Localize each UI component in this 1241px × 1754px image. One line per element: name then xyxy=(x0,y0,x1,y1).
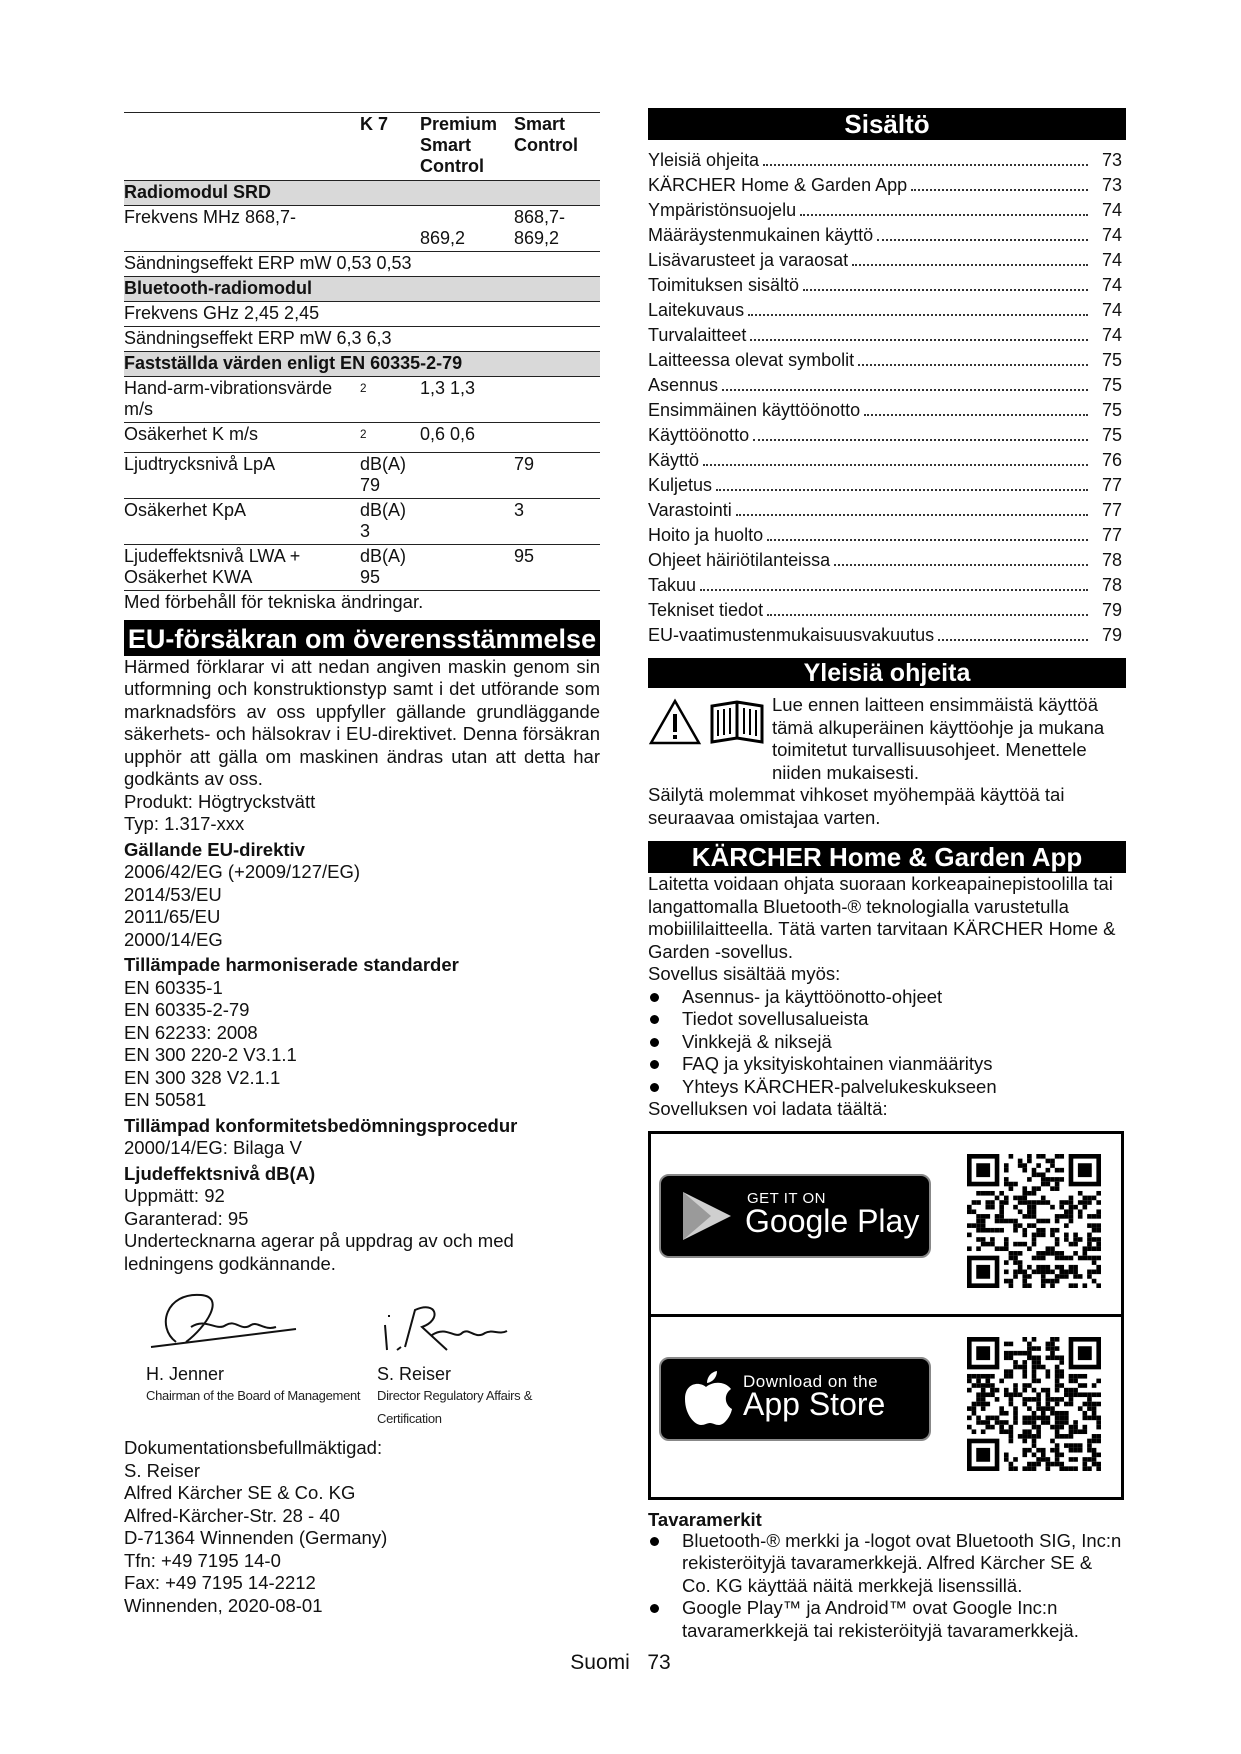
toc-item[interactable] xyxy=(648,148,1126,173)
table-header-k7: K 7 xyxy=(360,113,420,181)
toc-item-page: 79 xyxy=(1101,600,1122,620)
manual-book-icon xyxy=(708,698,766,746)
toc-leader xyxy=(800,214,1088,216)
warning-icons xyxy=(648,698,766,784)
toc-leader xyxy=(703,464,1088,466)
toc-leader xyxy=(736,514,1088,516)
cell: Frekvens MHz 868,7- xyxy=(124,206,360,252)
eu-standards-title: Tillämpade harmoniserade standarder xyxy=(124,954,459,975)
apple-icon xyxy=(679,1369,733,1429)
eu-product: Produkt: Högtryckstvätt xyxy=(124,790,316,812)
toc-item-title: Ympäristönsuojelu xyxy=(648,200,797,220)
eu-directives-title: Gällande EU-direktiv xyxy=(124,838,305,860)
toc-item[interactable] xyxy=(648,323,1126,348)
section-label: Fastställda värden enligt EN 60335-2-79 xyxy=(124,352,600,377)
app-store-small-text: Download on the xyxy=(743,1371,879,1391)
toc-item[interactable] xyxy=(648,523,1126,548)
toc-item-title: Yleisiä ohjeita xyxy=(648,150,760,170)
toc-item-title: Toimituksen sisältö xyxy=(648,275,800,295)
list-item: FAQ ja yksityiskohtainen vianmääritys xyxy=(648,1053,1126,1076)
cell: 3 xyxy=(514,499,600,545)
app-download: Sovelluksen voi ladata täältä: xyxy=(648,1098,888,1119)
toc-item-page: 74 xyxy=(1101,325,1122,345)
toc-leader xyxy=(750,339,1088,341)
warning-text: Lue ennen laitteen ensimmäistä käyttöä tämä alkuperäinen käyttöohje ja mukana toimitetut turvallisuusohjeet. Menettele niiden mukaisesti. xyxy=(772,694,1105,783)
toc-item-page: 74 xyxy=(1101,200,1122,220)
table-row xyxy=(124,423,600,453)
google-play-small-text: GET IT ON xyxy=(747,1189,826,1207)
eu-guaranteed: Garanterad: 95 xyxy=(124,1207,249,1229)
toc-item[interactable] xyxy=(648,373,1126,398)
page-footer xyxy=(0,1651,1241,1675)
app-feature-list xyxy=(648,986,1126,1099)
eu-signing-note: Undertecknarna agerar på uppdrag av och med ledningens godkännande. xyxy=(124,1230,514,1274)
section-label: Bluetooth-radiomodul xyxy=(124,277,600,302)
toc-leader xyxy=(858,364,1088,366)
toc-item-title: Ensimmäinen käyttöönotto xyxy=(648,400,861,420)
toc-item-title: Lisävarusteet ja varaosat xyxy=(648,250,849,270)
toc-leader xyxy=(700,589,1088,591)
google-play-qr-code xyxy=(967,1154,1101,1288)
toc-leader xyxy=(803,289,1088,291)
toc-item-page: 77 xyxy=(1101,475,1122,495)
cell: Ljudtrycksnivå LpA xyxy=(124,453,360,499)
list-item: Bluetooth-® merkki ja -logot ovat Bluetooth SIG, Inc:n rekisteröityjä tavaramerkkejä. Alfred Kärcher SE & Co. KG käyttää näitä merkkejä lisenssillä. xyxy=(648,1530,1126,1598)
eu-directive: 2000/14/EG xyxy=(124,928,223,950)
signature-jenner-image xyxy=(146,1287,316,1357)
contact-line: Alfred-Kärcher-Str. 28 - 40 xyxy=(124,1504,340,1526)
table-row xyxy=(124,545,600,591)
app-heading: KÄRCHER Home & Garden App xyxy=(648,841,1126,873)
toc-item-page: 75 xyxy=(1101,425,1122,445)
toc-leader xyxy=(852,264,1088,266)
eu-procedure-title: Tillämpad konformitetsbedömningsprocedur xyxy=(124,1114,518,1136)
store-box xyxy=(648,1131,1124,1500)
google-play-large-text: Google Play xyxy=(745,1202,920,1239)
cell xyxy=(514,423,600,453)
cell: 1,3 1,3 xyxy=(420,377,514,423)
toc-item-page: 77 xyxy=(1101,525,1122,545)
signer1-name: H. Jenner xyxy=(146,1363,225,1384)
toc-item-page: 74 xyxy=(1101,225,1122,245)
toc-item-title: Ohjeet häiriötilanteissa xyxy=(648,550,831,570)
list-item: Yhteys KÄRCHER-palvelukeskukseen xyxy=(648,1076,1126,1099)
google-play-badge[interactable] xyxy=(659,1174,931,1258)
toc-item[interactable] xyxy=(648,248,1126,273)
warning-triangle-icon xyxy=(648,698,702,746)
eu-directive: 2006/42/EG (+2009/127/EG) xyxy=(124,861,361,882)
cell: 79 xyxy=(514,453,600,499)
keep-text: Säilytä molemmat vihkoset myöhempää käyttöä tai seuraavaa omistajaa varten. xyxy=(648,784,1065,828)
left-column xyxy=(124,112,600,1617)
right-column xyxy=(648,108,1126,1642)
cell: Osäkerhet KpA xyxy=(124,499,360,545)
toc-leader xyxy=(763,164,1088,166)
eu-procedure: 2000/14/EG: Bilaga V xyxy=(124,1137,302,1158)
eu-declaration-heading: EU-försäkran om överensstämmelse xyxy=(124,620,600,656)
toc-item-page: 75 xyxy=(1101,375,1122,395)
toc-item[interactable] xyxy=(648,548,1126,573)
superscript: 2 xyxy=(360,428,367,441)
toc-item-title: Laitekuvaus xyxy=(648,300,745,320)
table-header-premium: Premium Smart Control xyxy=(420,113,514,181)
warning-block xyxy=(648,694,1126,784)
table-row xyxy=(124,252,600,277)
cell xyxy=(514,377,600,423)
toc-item-page: 78 xyxy=(1101,575,1122,595)
contact-line: Fax: +49 7195 14-2212 xyxy=(124,1572,316,1593)
toc-item-title: Laitteessa olevat symbolit xyxy=(648,350,855,370)
cell xyxy=(360,423,420,453)
toc-item-title: Asennus xyxy=(648,375,719,395)
google-play-cell xyxy=(651,1134,1121,1314)
cell: Hand-arm-vibrationsvärde m/s xyxy=(124,377,360,423)
app-contains: Sovellus sisältää myös: xyxy=(648,963,841,984)
toc-item-page: 75 xyxy=(1101,350,1122,370)
signer2-title: Director Regulatory Affairs & Certification xyxy=(377,1388,533,1426)
eu-standard: EN 60335-2-79 xyxy=(124,999,250,1020)
toc-item-title: Kuljetus xyxy=(648,475,713,495)
eu-standard: EN 62233: 2008 xyxy=(124,1021,258,1043)
toc-item-page: 76 xyxy=(1101,450,1122,470)
toc-item-title: Käyttö xyxy=(648,450,700,470)
toc-leader xyxy=(938,639,1088,641)
table-row xyxy=(124,206,600,252)
toc-item[interactable] xyxy=(648,423,1126,448)
toc-item[interactable] xyxy=(648,298,1126,323)
list-item: Tiedot sovellusalueista xyxy=(648,1008,1126,1031)
toc-item-page: 78 xyxy=(1101,550,1122,570)
table-section-row xyxy=(124,277,600,302)
toc-leader xyxy=(767,614,1088,616)
eu-directive: 2014/53/EU xyxy=(124,883,222,905)
toc-item-page: 74 xyxy=(1101,250,1122,270)
toc-item-title: Turvalaitteet xyxy=(648,325,747,345)
toc-item-title: Takuu xyxy=(648,575,697,595)
toc-item[interactable] xyxy=(648,623,1126,648)
toc-item[interactable] xyxy=(648,198,1126,223)
toc-item[interactable] xyxy=(648,348,1126,373)
toc-item-title: Määräystenmukainen käyttö xyxy=(648,225,874,245)
cell: Sändningseffekt ERP mW 0,53 0,53 xyxy=(124,252,600,277)
toc-item-page: 79 xyxy=(1101,625,1122,645)
toc-item-page: 75 xyxy=(1101,400,1122,420)
toc-item-page: 74 xyxy=(1101,300,1122,320)
table-row xyxy=(124,302,600,327)
cell: Frekvens GHz 2,45 2,45 xyxy=(124,302,600,327)
toc-item-page: 74 xyxy=(1101,275,1122,295)
eu-standard: EN 300 220-2 V3.1.1 xyxy=(124,1044,297,1065)
cell: dB(A) 95 xyxy=(360,545,420,591)
list-item: Asennus- ja käyttöönotto-ohjeet xyxy=(648,986,1126,1009)
toc-item-title: KÄRCHER Home & Garden App xyxy=(648,175,908,195)
cell xyxy=(360,377,420,423)
eu-directive: 2011/65/EU xyxy=(124,906,221,927)
cell xyxy=(420,545,514,591)
toc-item[interactable] xyxy=(648,398,1126,423)
cell xyxy=(360,206,420,252)
signature-jenner xyxy=(146,1287,360,1408)
eu-standard: EN 50581 xyxy=(124,1089,207,1110)
app-store-cell xyxy=(651,1314,1121,1497)
footer-language: Suomi xyxy=(570,1651,630,1674)
table-row xyxy=(124,499,600,545)
toc-item-page: 73 xyxy=(1101,175,1122,195)
toc-item-title: EU-vaatimustenmukaisuusvakuutus xyxy=(648,625,935,645)
table-header-row xyxy=(124,113,600,181)
trademarks-title: Tavaramerkit xyxy=(648,1508,762,1530)
toc-leader xyxy=(753,439,1088,441)
toc-item[interactable] xyxy=(648,448,1126,473)
cell: 95 xyxy=(514,545,600,591)
page-number: 73 xyxy=(647,1651,671,1674)
toc-item-page: 77 xyxy=(1101,500,1122,520)
cell xyxy=(420,499,514,545)
toc-item-title: Käyttöönotto xyxy=(648,425,750,445)
cell: dB(A) 79 xyxy=(360,453,420,499)
toc-leader xyxy=(716,489,1088,491)
table-header-blank xyxy=(124,113,360,181)
section-label: Radiomodul SRD xyxy=(124,181,600,206)
toc-leader xyxy=(864,414,1088,416)
eu-type: Typ: 1.317-xxx xyxy=(124,813,245,834)
table-header-smart: Smart Control xyxy=(514,113,600,181)
table-section-row xyxy=(124,181,600,206)
toc-leader xyxy=(877,239,1088,241)
eu-standard: EN 300 328 V2.1.1 xyxy=(124,1066,281,1088)
signature-reiser-image xyxy=(377,1295,517,1357)
cell: 868,7-869,2 xyxy=(514,206,600,252)
eu-intro: Härmed förklarar vi att nedan angiven maskin genom sin utformning och konstruktionstyp samt i det utförande som marknadsförs av oss uppfyller gällande grundläggande säkerhets- och hälsokrav i EU-direktivet. Denna försäkran upphör att gälla om maskinen ändras utan att detta har godkänts av oss. xyxy=(124,655,600,789)
table-of-contents xyxy=(648,148,1126,648)
signer1-title: Chairman of the Board of Management xyxy=(146,1388,361,1403)
cell: Sändningseffekt ERP mW 6,3 6,3 xyxy=(124,327,600,352)
eu-standard: EN 60335-1 xyxy=(124,976,223,998)
toc-item-page: 73 xyxy=(1101,150,1122,170)
cell: Ljudeffektsnivå LWA + Osäkerhet KWA xyxy=(124,545,360,591)
table-row xyxy=(124,377,600,423)
toc-item[interactable] xyxy=(648,473,1126,498)
toc-item-title: Hoito ja huolto xyxy=(648,525,764,545)
contact-line: Tfn: +49 7195 14-0 xyxy=(124,1549,281,1571)
app-store-qr-code xyxy=(967,1337,1101,1471)
signature-reiser xyxy=(377,1295,600,1430)
signatures xyxy=(124,1287,600,1437)
table-note: Med förbehåll för tekniska ändringar. xyxy=(124,591,424,612)
toc-leader xyxy=(722,389,1088,391)
superscript: 2 xyxy=(360,382,367,395)
toc-item[interactable] xyxy=(648,598,1126,623)
contact-line: Winnenden, 2020-08-01 xyxy=(124,1594,323,1616)
toc-item[interactable] xyxy=(648,273,1126,298)
list-item: Google Play™ ja Android™ ovat Google Inc:n tavaramerkkejä tai rekisteröityjä tavaramerkkejä. xyxy=(648,1597,1126,1642)
table-row xyxy=(124,327,600,352)
general-heading: Yleisiä ohjeita xyxy=(648,658,1126,688)
app-store-badge[interactable] xyxy=(659,1357,931,1441)
list-item: Vinkkejä & niksejä xyxy=(648,1031,1126,1054)
google-play-icon xyxy=(677,1188,737,1244)
contact-line: Dokumentationsbefullmäktigad: xyxy=(124,1437,383,1458)
toc-leader xyxy=(748,314,1088,316)
table-section-row xyxy=(124,352,600,377)
app-store-large-text: App Store xyxy=(743,1385,886,1422)
cell: 0,6 0,6 xyxy=(420,423,514,453)
contact-line: S. Reiser xyxy=(124,1459,201,1481)
toc-heading: Sisältö xyxy=(648,108,1126,140)
toc-item-title: Varastointi xyxy=(648,500,732,520)
table-row xyxy=(124,453,600,499)
toc-leader xyxy=(834,564,1088,566)
toc-item[interactable] xyxy=(648,223,1126,248)
toc-leader xyxy=(911,189,1088,191)
cell: Osäkerhet K m/s xyxy=(124,423,360,453)
eu-sound-title: Ljudeffektsnivå dB(A) xyxy=(124,1162,316,1184)
cell: dB(A) 3 xyxy=(360,499,420,545)
cell: 869,2 xyxy=(420,206,514,252)
signer2-name: S. Reiser xyxy=(377,1363,452,1384)
toc-item[interactable] xyxy=(648,573,1126,598)
contact-line: D-71364 Winnenden (Germany) xyxy=(124,1527,388,1548)
toc-item-title: Tekniset tiedot xyxy=(648,600,764,620)
toc-leader xyxy=(767,539,1088,541)
technical-data-table xyxy=(124,112,600,591)
toc-item[interactable] xyxy=(648,498,1126,523)
app-intro: Laitetta voidaan ohjata suoraan korkeapainepistoolilla tai langattomalla Bluetooth-® teknologialla varustetulla mobiililaitteella. Tätä varten tarvitaan KÄRCHER Home & Garden -sovellus. xyxy=(648,873,1116,962)
cell xyxy=(420,453,514,499)
eu-measured: Uppmätt: 92 xyxy=(124,1185,225,1206)
toc-item[interactable] xyxy=(648,173,1126,198)
trademarks-list xyxy=(648,1530,1126,1643)
contact-line: Alfred Kärcher SE & Co. KG xyxy=(124,1482,356,1503)
